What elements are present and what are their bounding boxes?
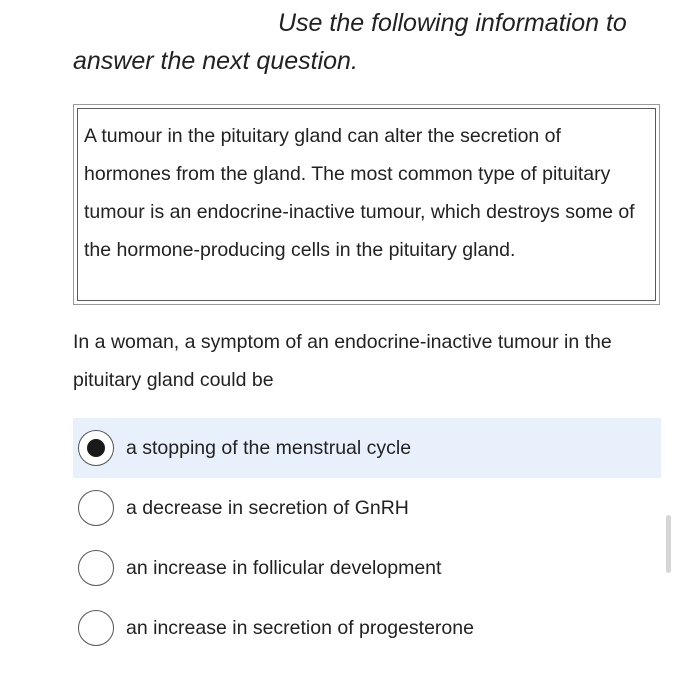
answer-option-a[interactable] [73, 418, 661, 478]
information-passage: A tumour in the pituitary gland can alter the secretion of hormones from the gland. The most common type of pituitary tumour is an endocrine-inactive tumour, which destroys some of the hormone-producing cells in the pituitary gland. [77, 108, 656, 301]
scrollbar-thumb[interactable] [666, 515, 671, 573]
answer-option-label: an increase in follicular development [126, 556, 442, 579]
radio-button[interactable] [78, 610, 114, 646]
radio-button[interactable] [78, 490, 114, 526]
answer-option-label: a decrease in secretion of GnRH [126, 496, 409, 519]
answer-option-label: an increase in secretion of progesterone [126, 616, 474, 639]
answer-options [73, 418, 661, 658]
radio-button-selected[interactable] [78, 430, 114, 466]
answer-option-d[interactable] [73, 598, 661, 658]
radio-button[interactable] [78, 550, 114, 586]
instruction-text [73, 4, 673, 80]
instruction-line-1: Use the following information to [278, 9, 627, 37]
information-box [73, 104, 660, 305]
answer-option-c[interactable] [73, 538, 661, 598]
instruction-line-2: answer the next question. [73, 47, 358, 75]
radio-dot-icon [87, 439, 105, 457]
answer-option-b[interactable] [73, 478, 661, 538]
question-stem: In a woman, a symptom of an endocrine-inactive tumour in the pituitary gland could be [73, 331, 612, 391]
answer-option-label: a stopping of the menstrual cycle [126, 436, 412, 459]
